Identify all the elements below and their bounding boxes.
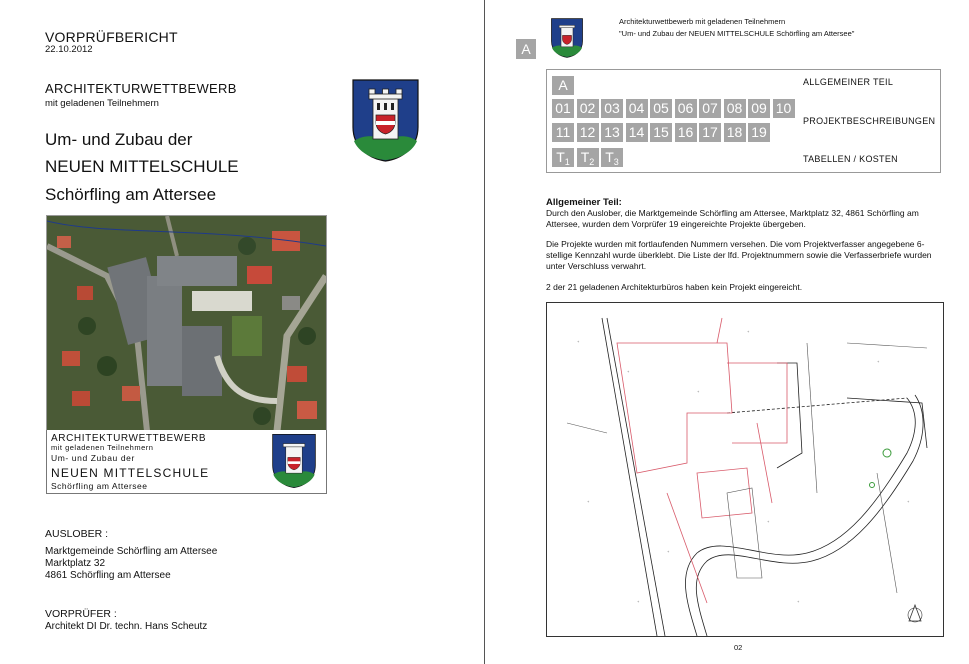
svg-text:+: +	[577, 339, 580, 344]
project-title-line2: NEUEN MITTELSCHULE	[45, 157, 239, 176]
left-page	[0, 0, 484, 664]
nav-button-project-03[interactable]: 03	[601, 99, 623, 118]
vorpruefer-name: Architekt DI Dr. techn. Hans Scheutz	[45, 621, 208, 632]
nav-button-project-15[interactable]: 15	[650, 123, 672, 142]
nav-button-project-06[interactable]: 06	[675, 99, 697, 118]
nav-button-project-16[interactable]: 16	[675, 123, 697, 142]
svg-text:+: +	[797, 599, 800, 604]
nav-button-project-10[interactable]: 10	[773, 99, 795, 118]
nav-button-a[interactable]: A	[552, 76, 574, 95]
nav-label-tables: TABELLEN / KOSTEN	[803, 154, 898, 164]
header-coat-of-arms-icon	[551, 17, 583, 59]
project-title-line3: Schörfling am Attersee	[45, 185, 217, 204]
vorpruefer-label: VORPRÜFER :	[45, 608, 117, 620]
participants-note: mit geladenen Teilnehmern	[45, 98, 159, 109]
svg-text:+: +	[877, 359, 880, 364]
auslober-line2: Marktplatz 32	[45, 558, 106, 569]
nav-button-project-09[interactable]: 09	[748, 99, 770, 118]
nav-button-project-19[interactable]: 19	[748, 123, 770, 142]
svg-text:+: +	[767, 519, 770, 524]
nav-button-table-2-sub: 2	[589, 157, 595, 167]
page-divider	[484, 0, 485, 664]
aerial-photo	[46, 215, 327, 432]
navigation-box	[546, 69, 941, 173]
general-heading: Allgemeiner Teil:	[546, 197, 622, 208]
right-page	[486, 0, 969, 664]
report-date: 22.10.2012	[45, 44, 93, 55]
site-plan	[546, 302, 944, 637]
nav-button-table-1[interactable]	[552, 148, 574, 167]
nav-button-project-08[interactable]: 08	[724, 99, 746, 118]
nav-button-project-18[interactable]: 18	[724, 123, 746, 142]
caption-participants: mit geladenen Teilnehmern	[51, 443, 154, 452]
nav-button-project-05[interactable]: 05	[650, 99, 672, 118]
nav-label-general: ALLGEMEINER TEIL	[803, 77, 894, 87]
nav-button-table-1-main: T	[556, 149, 565, 165]
project-title-line1: Um- und Zubau der	[45, 130, 193, 149]
caption-competition: ARCHITEKTURWETTBEWERB	[51, 433, 207, 444]
nav-button-table-2[interactable]	[577, 148, 599, 167]
coat-of-arms-icon	[352, 79, 419, 162]
nav-label-projects: PROJEKTBESCHREIBUNGEN	[803, 116, 936, 126]
nav-button-project-13[interactable]: 13	[601, 123, 623, 142]
nav-button-project-12[interactable]: 12	[577, 123, 599, 142]
svg-text:+: +	[587, 499, 590, 504]
paragraph-2: Die Projekte wurden mit fortlaufenden Nummern versehen. Die vom Projektverfasser angegebene 6-stellige Kennzahl wurde überklebt. Die Liste der lfd. Projektnummern sowie die Verfasserbriefe wurden unter Verschluss verwahrt.	[546, 239, 932, 271]
nav-button-table-3[interactable]	[601, 148, 623, 167]
nav-button-project-04[interactable]: 04	[626, 99, 648, 118]
nav-button-table-1-sub: 1	[564, 157, 570, 167]
header-line1: Architekturwettbewerb mit geladenen Teilnehmern	[619, 17, 786, 26]
photo-caption-box	[46, 430, 327, 494]
caption-title-line2: NEUEN MITTELSCHULE	[51, 466, 210, 480]
nav-button-project-02[interactable]: 02	[577, 99, 599, 118]
nav-button-project-14[interactable]: 14	[626, 123, 648, 142]
auslober-label: AUSLOBER :	[45, 528, 109, 540]
nav-button-project-11[interactable]: 11	[552, 123, 574, 142]
paragraph-1: Durch den Auslober, die Marktgemeinde Schörfling am Attersee, Marktplatz 32, 4861 Schörfling am Attersee, wurden dem Vorprüfer 19 eingereichte Projekte übergeben.	[546, 208, 919, 229]
auslober-line3: 4861 Schörfling am Attersee	[45, 570, 171, 581]
page-number: 02	[734, 643, 743, 652]
nav-button-table-3-main: T	[605, 149, 614, 165]
coat-of-arms-small-icon	[272, 433, 316, 489]
svg-text:+: +	[697, 389, 700, 394]
svg-text:+: +	[667, 549, 670, 554]
nav-button-table-3-sub: 3	[613, 157, 619, 167]
section-badge: A	[516, 39, 536, 59]
svg-text:+: +	[637, 599, 640, 604]
caption-title-line3: Schörfling am Attersee	[51, 481, 148, 491]
svg-text:+: +	[627, 369, 630, 374]
competition-title: ARCHITEKTURWETTBEWERB	[45, 81, 237, 96]
auslober-line1: Marktgemeinde Schörfling am Attersee	[45, 546, 218, 557]
svg-text:+: +	[907, 499, 910, 504]
nav-button-project-07[interactable]: 07	[699, 99, 721, 118]
caption-title-line1: Um- und Zubau der	[51, 453, 135, 463]
report-title: VORPRÜFBERICHT	[45, 29, 178, 45]
nav-button-table-2-main: T	[580, 149, 590, 165]
nav-button-project-17[interactable]: 17	[699, 123, 721, 142]
svg-text:+: +	[847, 539, 850, 544]
paragraph-3: 2 der 21 geladenen Architekturbüros haben kein Projekt eingereicht.	[546, 282, 803, 292]
header-line2: "Um- und Zubau der NEUEN MITTELSCHULE Schörfling am Attersee"	[619, 29, 855, 38]
svg-text:+: +	[747, 329, 750, 334]
nav-button-project-01[interactable]: 01	[552, 99, 574, 118]
